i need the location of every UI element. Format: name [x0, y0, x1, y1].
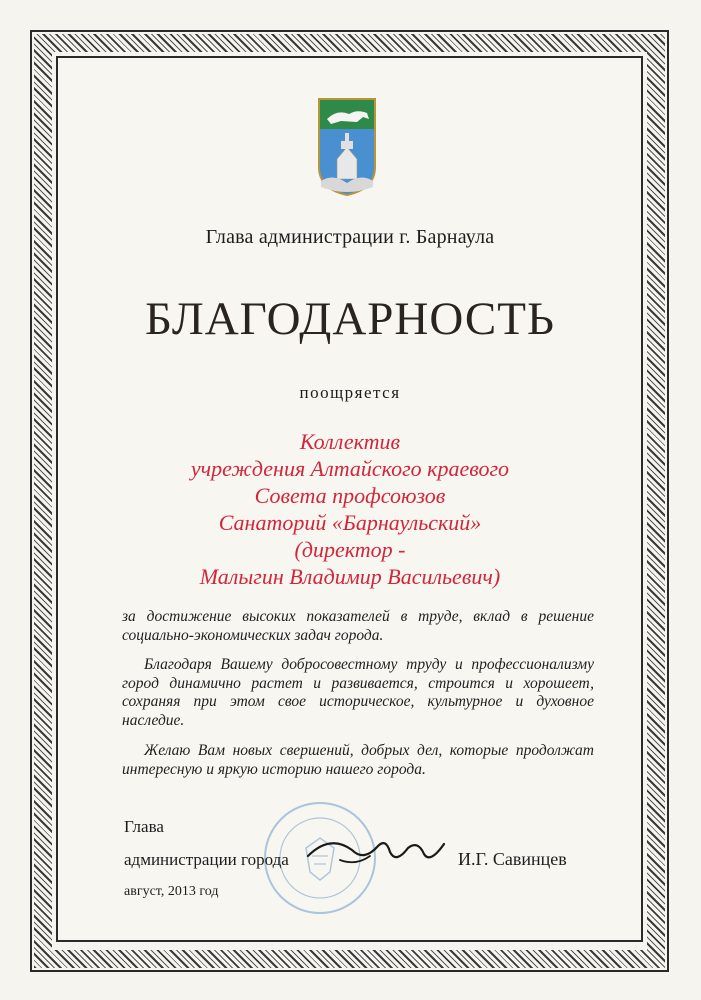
recipient-line: Малыгин Владимир Васильевич): [199, 564, 501, 589]
recipient-line: Совета профсоюзов: [254, 483, 446, 508]
paragraph-text: за достижение высоких показателей в труде, вклад в решение социально-экономических задач города.: [122, 608, 594, 644]
certificate-title: БЛАГОДАРНОСТЬ: [145, 293, 555, 345]
paragraph-text: Желаю Вам новых свершений, добрых дел, которые продолжат интересную и яркую историю нашего города.: [122, 742, 594, 778]
recipient-block: [60, 428, 640, 590]
issuer-heading: Глава администрации г. Барнаула: [205, 226, 495, 248]
body-paragraph-2: [122, 656, 594, 730]
signatory-position-line-1: Глава: [124, 817, 164, 836]
issue-date: август, 2013 год: [124, 884, 219, 899]
signatory-position-line-2: администрации города: [124, 850, 289, 869]
recipient-line: Санаторий «Барнаульский»: [218, 510, 482, 535]
recipient-line: (директор -: [294, 537, 406, 562]
body-paragraph-1: [122, 608, 594, 645]
recipient-line: Коллектив: [299, 429, 401, 454]
recipient-line: учреждения Алтайского краевого: [190, 456, 510, 481]
handwritten-signature-icon: [300, 820, 450, 880]
coat-of-arms-icon: [317, 97, 377, 197]
signatory-name: И.Г. Савинцев: [458, 849, 567, 869]
certificate-subtitle: поощряется: [299, 383, 401, 402]
paragraph-text: Благодаря Вашему добросовестному труду и профессионализму город динамично растет и развивается, строится и хорошеет, сохраняя при этом свое историческое, культурное и духовное наследие.: [122, 656, 594, 729]
body-paragraph-3: [122, 742, 594, 779]
